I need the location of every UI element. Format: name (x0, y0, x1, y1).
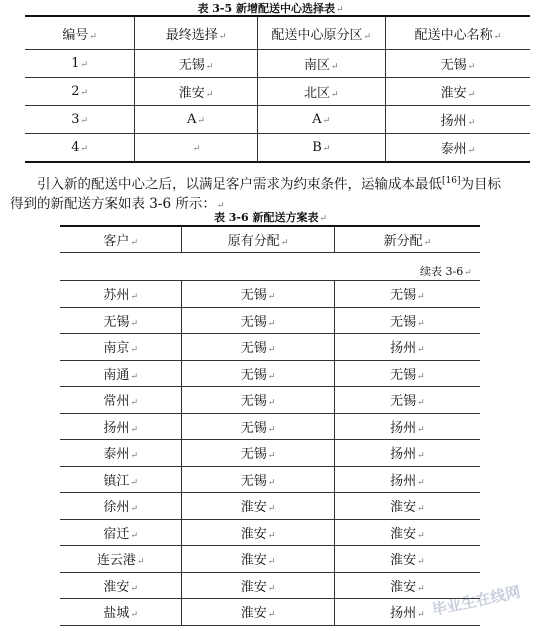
table-cell: 泰州↵ (385, 134, 530, 163)
table-row (60, 281, 480, 308)
table-row (60, 440, 480, 467)
header-cell: 编号↵ (25, 16, 135, 50)
table-cell: B↵ (257, 134, 385, 163)
table-cell: 苏州↵ (60, 281, 182, 308)
table-cell: 宿迁↵ (60, 519, 182, 546)
table-row (25, 78, 530, 106)
table-cell: 无锡↵ (182, 334, 334, 361)
table-cell: 无锡↵ (182, 360, 334, 387)
table-cell: 北区↵ (257, 78, 385, 106)
table-cell: 无锡↵ (334, 360, 480, 387)
table-row (60, 307, 480, 334)
header-cell: 最终选择↵ (135, 16, 257, 50)
new-distribution-table-header (60, 225, 480, 253)
table-cell: 南区↵ (257, 50, 385, 78)
table-cell: 无锡↵ (182, 281, 334, 308)
table-cell: 淮安↵ (182, 493, 334, 520)
table-cell: 无锡↵ (182, 466, 334, 493)
table-row (60, 599, 480, 626)
table-row (60, 466, 480, 493)
table-cell: 南通↵ (60, 360, 182, 387)
table-row (60, 493, 480, 520)
table-cell: A↵ (135, 106, 257, 134)
table-cell: 盐城↵ (60, 599, 182, 626)
table-cell: 无锡↵ (334, 387, 480, 414)
table-cell: 无锡↵ (135, 50, 257, 78)
table-cell: 1↵ (25, 50, 135, 78)
table-cell: 3↵ (25, 106, 135, 134)
table-cell: ↵ (135, 134, 257, 163)
distribution-center-selection-table (25, 15, 530, 163)
table-cell: 无锡↵ (60, 307, 182, 334)
table-cell: 扬州↵ (334, 440, 480, 467)
table-cell: 2↵ (25, 78, 135, 106)
table-cell: 泰州↵ (60, 440, 182, 467)
table-cell: 无锡↵ (334, 307, 480, 334)
table-cell: 淮安↵ (334, 519, 480, 546)
table-cell: 淮安↵ (135, 78, 257, 106)
table-cell: 淮安↵ (60, 572, 182, 599)
table-row (60, 519, 480, 546)
table-cell: 扬州↵ (334, 334, 480, 361)
table-cell: 连云港↵ (60, 546, 182, 573)
table-row (60, 572, 480, 599)
table-cell: 淮安↵ (334, 546, 480, 573)
watermark: 毕业生在线网 (430, 582, 522, 620)
table-cell: 无锡↵ (385, 50, 530, 78)
table-cell: 扬州↵ (334, 466, 480, 493)
table-header-row (25, 16, 530, 50)
table2-caption: 表 3-6 新配送方案表↵ (213, 211, 328, 224)
header-cell: 配送中心名称↵ (385, 16, 530, 50)
header-cell: 客户↵ (60, 226, 182, 253)
table-cell: 镇江↵ (60, 466, 182, 493)
table-cell: 无锡↵ (182, 307, 334, 334)
table-cell: 无锡↵ (334, 281, 480, 308)
table1-caption: 表 3-5 新增配送中心选择表↵ (197, 2, 344, 15)
table-cell: 扬州↵ (60, 413, 182, 440)
table-cell: 4↵ (25, 134, 135, 163)
header-cell: 新分配↵ (334, 226, 480, 253)
header-cell: 原有分配↵ (182, 226, 334, 253)
citation-ref[interactable]: [16] (442, 176, 461, 186)
table-cell: 常州↵ (60, 387, 182, 414)
table-cell: 扬州↵ (334, 413, 480, 440)
table-cell: 淮安↵ (334, 572, 480, 599)
new-distribution-table (60, 280, 480, 626)
table-header-row (60, 226, 480, 253)
table-cell: 无锡↵ (182, 440, 334, 467)
table-cell: A↵ (257, 106, 385, 134)
paragraph-line-1: 引入新的配送中心之后，以满足客户需求为约束条件，运输成本最低[16]为目标 (37, 176, 501, 193)
table-row (60, 413, 480, 440)
table-cell: 扬州↵ (334, 599, 480, 626)
paragraph-line-2: 得到的新配送方案如表 3-6 所示：↵ (10, 195, 225, 212)
table-cell: 淮安↵ (385, 78, 530, 106)
table-row (25, 106, 530, 134)
table-cell: 淮安↵ (334, 493, 480, 520)
table-row (25, 134, 530, 163)
table-row (60, 360, 480, 387)
table-row (60, 334, 480, 361)
table-cell: 淮安↵ (182, 519, 334, 546)
table-cell: 无锡↵ (182, 413, 334, 440)
table-cell: 淮安↵ (182, 572, 334, 599)
continued-label: 续表 3-6↵ (420, 265, 472, 278)
table-cell: 淮安↵ (182, 599, 334, 626)
table-cell: 淮安↵ (182, 546, 334, 573)
table-row (25, 50, 530, 78)
table-cell: 徐州↵ (60, 493, 182, 520)
table-cell: 南京↵ (60, 334, 182, 361)
table-row (60, 546, 480, 573)
table-cell: 无锡↵ (182, 387, 334, 414)
table-cell: 扬州↵ (385, 106, 530, 134)
table-row (60, 387, 480, 414)
header-cell: 配送中心原分区↵ (257, 16, 385, 50)
